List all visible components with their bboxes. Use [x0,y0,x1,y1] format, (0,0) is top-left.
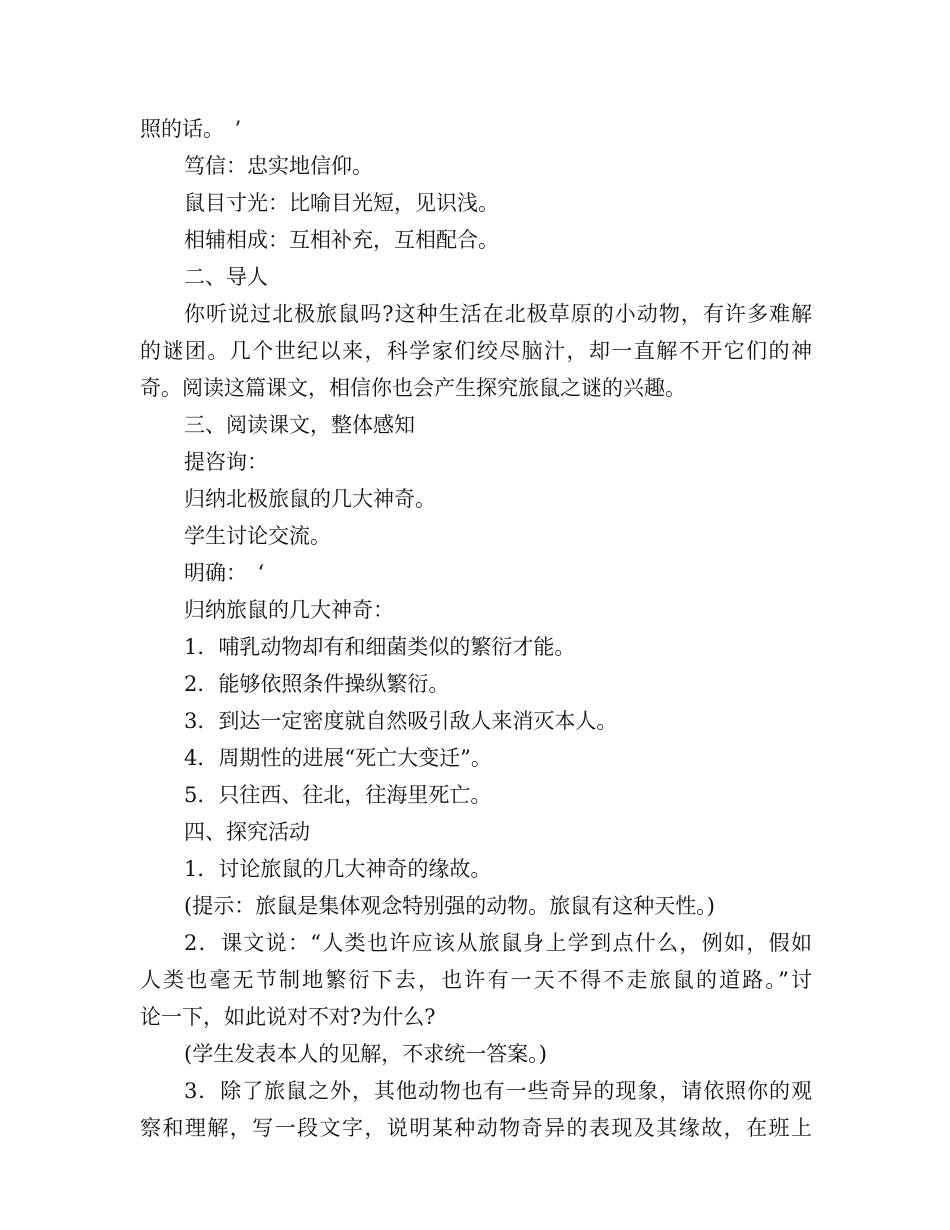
section-heading: 二、导人 [184,265,268,289]
text-line: 论一下，如此说对不对?为什么? [140,1005,436,1029]
text-line: 明确： ‘ [184,561,265,585]
list-item: 5．只往西、往北，往海里死亡。 [184,783,492,807]
text-line: 学生讨论交流。 [184,524,331,548]
text-line: 归纳旅鼠的几大神奇： [184,598,394,622]
text-line: (提示：旅鼠是集体观念特别强的动物。旅鼠有这种天性。) [184,894,715,918]
document-body [140,111,812,1147]
list-item: 2．课文说：“人类也许应该从旅鼠身上学到点什么，例如，假如 [184,931,812,955]
text-line: 你听说过北极旅鼠吗?这种生活在北极草原的小动物，有许多难解 [184,302,812,326]
section-heading: 三、阅读课文，整体感知 [184,413,415,437]
text-line: 相辅相成：互相补充，互相配合。 [184,228,499,252]
text-line: (学生发表本人的见解，不求统一答案。) [184,1042,547,1066]
list-item: 3．到达一定密度就自然吸引敌人来消灭本人。 [184,709,618,733]
text-line: 奇。阅读这篇课文，相信你也会产生探究旅鼠之谜的兴趣。 [140,376,686,400]
list-item: 1．讨论旅鼠的几大神奇的缘故。 [184,857,492,881]
text-line: 笃信：忠实地信仰。 [184,154,373,178]
text-line: 归纳北极旅鼠的几大神奇。 [184,487,436,511]
text-line: 照的话。 ’ [140,117,242,141]
text-line: 鼠目寸光：比喻目光短，见识浅。 [184,191,499,215]
text-line: 人类也毫无节制地繁衍下去，也许有一天不得不走旅鼠的道路。”讨 [140,968,812,992]
text-line: 提咨询： [184,450,268,474]
text-line: 察和理解，写一段文字，说明某种动物奇异的表现及其缘故，在班上 [140,1116,812,1140]
list-item: 1．哺乳动物却有和细菌类似的繁衍才能。 [184,635,576,659]
section-heading: 四、探究活动 [184,820,310,844]
list-item: 4．周期性的进展“死亡大变迁”。 [184,746,492,770]
list-item: 2．能够依照条件操纵繁衍。 [184,672,450,696]
text-line: 的谜团。几个世纪以来，科学家们绞尽脑汁，却一直解不开它们的神 [140,339,812,363]
list-item: 3．除了旅鼠之外，其他动物也有一些奇异的现象，请依照你的观 [184,1079,812,1103]
